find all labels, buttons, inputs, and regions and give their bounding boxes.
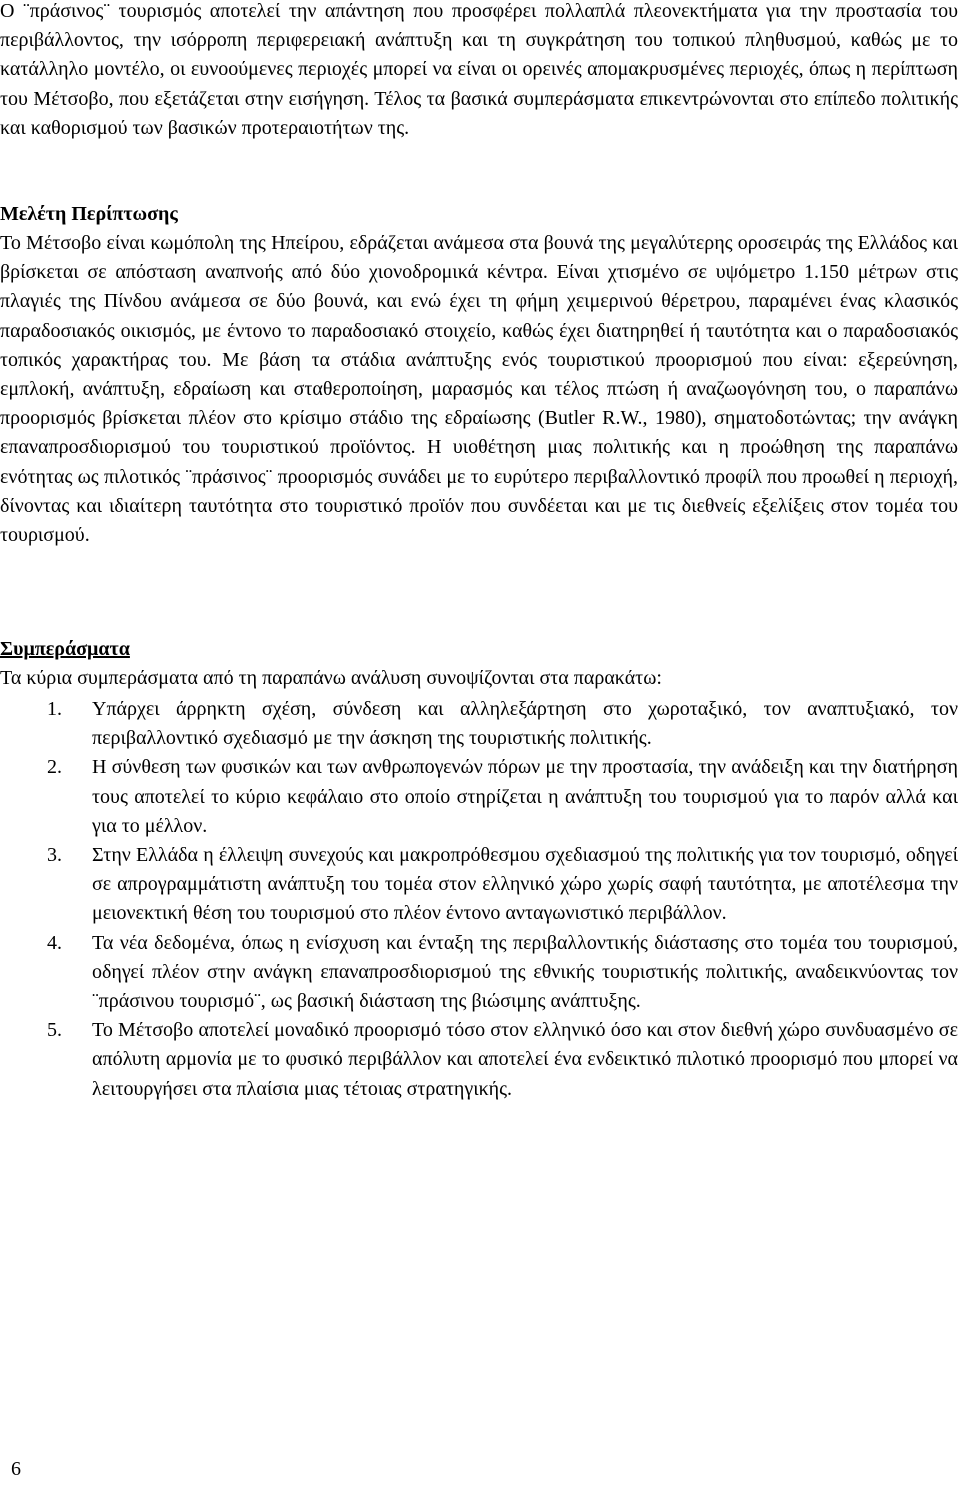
conclusions-intro: Τα κύρια συμπεράσματα από τη παραπάνω ανάλυση συνοψίζονται στα παρακάτω: [0, 667, 662, 689]
list-item-number: 3. [47, 844, 62, 867]
case-study-heading: Μελέτη Περίπτωσης [0, 203, 178, 225]
page-number: 6 [11, 1458, 21, 1480]
list-item-number: 5. [47, 1019, 62, 1042]
list-item-text: Τα νέα δεδομένα, όπως η ενίσχυση και ένταξη της περιβαλλοντικής διάστασης στο τομέα του τουρισμού, οδηγεί πλέον στην ανάγκη επαναπροσδιορισμού της εθνικής τουριστικής πολιτικής, αναδεικνύοντας τον ¨πράσινου τουρισμό¨, ως βασική διάσταση της βιώσιμης ανάπτυξης. [92, 931, 958, 1013]
list-item [0, 1016, 958, 1104]
conclusions-list [0, 695, 958, 1104]
list-item-text: Η σύνθεση των φυσικών και των ανθρωπογενών πόρων με την προστασία, την ανάδειξη και την διατήρηση τους αποτελεί το κύριο κεφάλαιο στο οποίο στηρίζεται η ανάπτυξη του τουρισμού για το παρόν αλλά και για το μέλλον. [92, 756, 958, 837]
list-item [0, 695, 958, 753]
intro-paragraph: Ο ¨πράσινος¨ τουρισμός αποτελεί την απάντηση που προσφέρει πολλαπλά πλεονεκτήματα για την προστασία του περιβάλλοντος, την ισόρροπη περιφερειακή ανάπτυξη και τη συγκράτηση του τοπικού πληθυσμού, καθώς με το κατάλληλο μοντέλο, οι ευνοούμενες περιοχές μπορεί να είναι οι ορεινές απομακρυσμένες περιοχές, όπως η περίπτωση του Μέτσοβο, που εξετάζεται στην εισήγηση. Τέλος τα βασικά συμπεράσματα επικεντρώνονται στο επίπεδο πολιτικής και καθορισμού των βασικών προτεραιοτήτων της. [0, 0, 958, 139]
list-item [0, 929, 958, 1017]
list-item-number: 2. [47, 756, 62, 779]
list-item-number: 1. [47, 698, 62, 720]
list-item-number: 4. [47, 931, 62, 954]
list-item [0, 841, 958, 929]
list-item [0, 753, 958, 841]
list-item-text: Υπάρχει άρρηκτη σχέση, σύνδεση και αλληλεξάρτηση στο χωροταξικό, τον αναπτυξιακό, τον περιβαλλοντικό σχεδιασμό με την άσκηση της τουριστικής πολιτικής. [92, 698, 958, 750]
list-item-text: Στην Ελλάδα η έλλειψη συνεχούς και μακροπρόθεσμου σχεδιασμού της πολιτικής για τον τουρισμό, οδηγεί σε απρογραμμάτιστη ανάπτυξη του τομέα στον ελληνικό χώρο χωρίς σαφή ταυτότητα, με αποτέλεσμα την μειονεκτική θέση του τουρισμού στο πλέον έντονο ανταγωνιστικό περιβάλλον. [92, 844, 958, 925]
case-study-paragraph: Το Μέτσοβο είναι κωμόπολη της Ηπείρου, εδράζεται ανάμεσα στα βουνά της μεγαλύτερης οροσειράς της Ελλάδος και βρίσκεται σε απόσταση αναπνοής από δύο χιονοδρομικά κέντρα. Είναι χτισμένο σε υψόμετρο 1.150 μέτρων στις πλαγιές της Πίνδου ανάμεσα σε δύο βουνά, και ενώ έχει τη φήμη χειμερινού θέρετρου, παραμένει ένας κλασικός παραδοσιακός οικισμός, με έντονο το παραδοσιακό στοιχείο, καθώς έχει διατηρηθεί ή ταυτότητα και ο παραδοσιακός τοπικός χαρακτήρας του. Με βάση τα στάδια ανάπτυξης ενός τουριστικού προορισμού που είναι: εξερεύνηση, εμπλοκή, ανάπτυξη, εδραίωση και σταθεροποίηση, μαρασμός και τέλος πτώση ή αναζωογόνηση του, ο παραπάνω προορισμός βρίσκεται πλέον στο κρίσιμο στάδιο της εδραίωσης (Butler R.W., 1980), σηματοδοτώντας; την ανάγκη επαναπροσδιορισμού του τουριστικού προϊόντος. Η υιοθέτηση μιας πολιτικής και η προώθηση της παραπάνω ενότητας ως πιλοτικός ¨πράσινος¨ προορισμός συνάδει με το ευρύτερο περιβαλλοντικό προφίλ που προωθεί η περιοχή, δίνοντας και ιδιαίτερη ταυτότητα στο τουριστικό προϊόν που συνδέεται και με τις διεθνείς εξελίξεις στον τομέα του τουρισμού. [0, 232, 958, 547]
conclusions-heading: Συμπεράσματα [0, 638, 130, 660]
list-item-text: Το Μέτσοβο αποτελεί μοναδικό προορισμό τόσο στον ελληνικό όσο και στον διεθνή χώρο συνδυασμένο σε απόλυτη αρμονία με το φυσικό περιβάλλον και αποτελεί ένα ενδεικτικό πιλοτικό προορισμό που μπορεί να λειτουργήσει στα πλαίσια μιας τέτοιας στρατηγικής. [92, 1019, 958, 1100]
